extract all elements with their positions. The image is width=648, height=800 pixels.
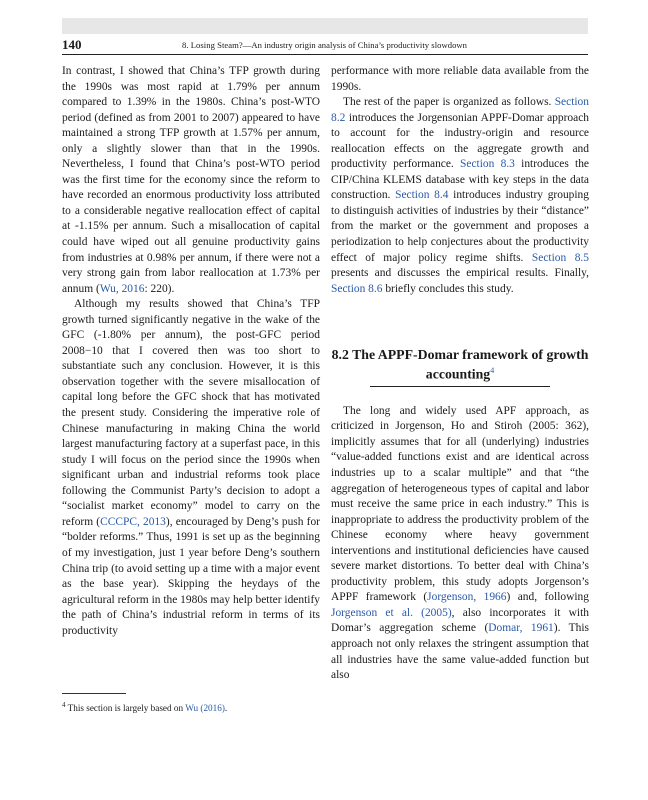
link-section-8-4[interactable]: Section 8.4: [395, 189, 449, 202]
link-section-8-6[interactable]: Section 8.6: [331, 282, 383, 295]
footnote: $^4$ This section is largely based on Wu (2016).: [62, 701, 228, 714]
link-section-8-3[interactable]: Section 8.3: [460, 158, 515, 171]
citation-cccpc-2013[interactable]: CCCPC, 2013: [100, 515, 166, 528]
footnote-rule: [62, 693, 126, 694]
citation-domar-1961[interactable]: Domar, 1961: [488, 622, 554, 635]
right-column: [331, 64, 589, 684]
paragraph-appf-framework: The long and widely used APF approach, as criticized in Jorgenson, Ho and Stiroh (2005: 362), implicitly assumes that for all (underlying) industries “value-added functions exist and are identical across industries up to a scalar multiple” and that “the aggregation of heterogeneous types of capital and labor must receive the same price in each industry.” This is inappropriate to address the productivity problem of the Chinese economy where heavy government interventions and institutional deficiencies have caused severe market distortions. To better deal with China’s productivity problem, this study adopts Jorgenson’s APPF framework (Jorgenson, 1966) and, following Jorgenson et al. (2005), also incorporates it with Domar’s aggregation scheme (Domar, 1961). This approach not only relaxes the stringent assumption that all industries have the same value-added function but also: [331, 404, 590, 682]
paragraph-organization: The rest of the paper is organized as follows. Section 8.2 introduces the Jorgensonian APPF-Domar approach to account for the industry-origin and resource reallocation effects on the aggregate growth and productivity performance. Section 8.3 introduces the CIP/China KLEMS database with key steps in the data construction. Section 8.4 introduces industry grouping to distinguish activities of industries by their “distance” from the market or the government and proposes a periodization to help conjectures about the productivity effect of major policy regime shifts. Section 8.5 presents and discusses the empirical results. Finally, Section 8.6 briefly concludes this study.: [331, 96, 590, 295]
citation-footnote-wu-2016[interactable]: Wu (2016): [185, 703, 225, 714]
link-section-8-2[interactable]: Section 8.2: [331, 96, 589, 124]
citation-jorgenson-1966[interactable]: Jorgenson, 1966: [427, 591, 507, 604]
footnote-number: 4: [62, 701, 66, 709]
left-column: [62, 64, 320, 639]
footnote-marker[interactable]: 4: [490, 366, 495, 376]
chapter-title: 8. Losing Steam?—An industry origin analysis of China’s productivity slowdown: [182, 40, 468, 50]
citation-wu-2016[interactable]: Wu, 2016: [99, 282, 145, 295]
link-section-8-5[interactable]: Section 8.5: [531, 251, 589, 264]
paragraph-motivation: Although my results showed that China’s TFP growth turned significantly negative in the wake of the GFC (-1.80% per annum), the post-GFC period 2008−10 that I covered then was too short to substantiate such any conclusion. However, it is this observation together with the severe misallocation of capital long before the GFC shock that has motivated the present study. Considering the imperative role of Chinese manufacturing in making China the world largest manufacturing factory at a superfast pace, in this study I will focus on the period since the 1990s when significant urban and industrial reforms took place following the Communist Party’s decision to adopt a “socialist market economy” model to carry on the reform (CCCPC, 2013), encouraged by Deng’s push for “bolder reforms.” Thus, 1991 is set up as the beginning of my investigation, just 1 year before Deng’s southern China trip (to avoid setting up a time with a major event as the base year). Skipping the heydays of the agricultural reform in the 1980s may help better identify the path of China’s industrial reform in terms of its productivity: [62, 298, 320, 637]
page-number: 140: [62, 37, 82, 52]
paragraph-continuation: performance with more reliable data available from the 1990s.: [331, 65, 589, 93]
header-band: [62, 18, 588, 34]
running-head: [62, 38, 588, 55]
citation-jorgenson-2005[interactable]: Jorgenson et al. (2005): [331, 606, 452, 619]
section-heading-rule: [370, 386, 550, 387]
section-heading: 8.2 The APPF-Domar framework of growth accounting$^4$: [331, 347, 589, 382]
paragraph-tfp-growth: In contrast, I showed that China’s TFP growth during the 1990s was most rapid at 1.79% per annum compared to 1.39% in the 1980s. China’s post-WTO period (defined as from 2001 to 2007) appeared to have maintained a strong TFP growth at 1.57% per annum, only a slightly slower than that in the 1990s. Nevertheless, I found that China’s post-WTO period was the first time for the economy since the reform to have recorded an enormous productivity loss attributed to a considerable negative reallocation effect of capital at -1.15% per annum. Such a misallocation of capital could have wiped out all genuine productivity gains from industries at 0.98% per annum, if there were not a very strong gain from labor reallocation at 1.73% per annum (Wu, 2016: 220).: [62, 65, 320, 295]
